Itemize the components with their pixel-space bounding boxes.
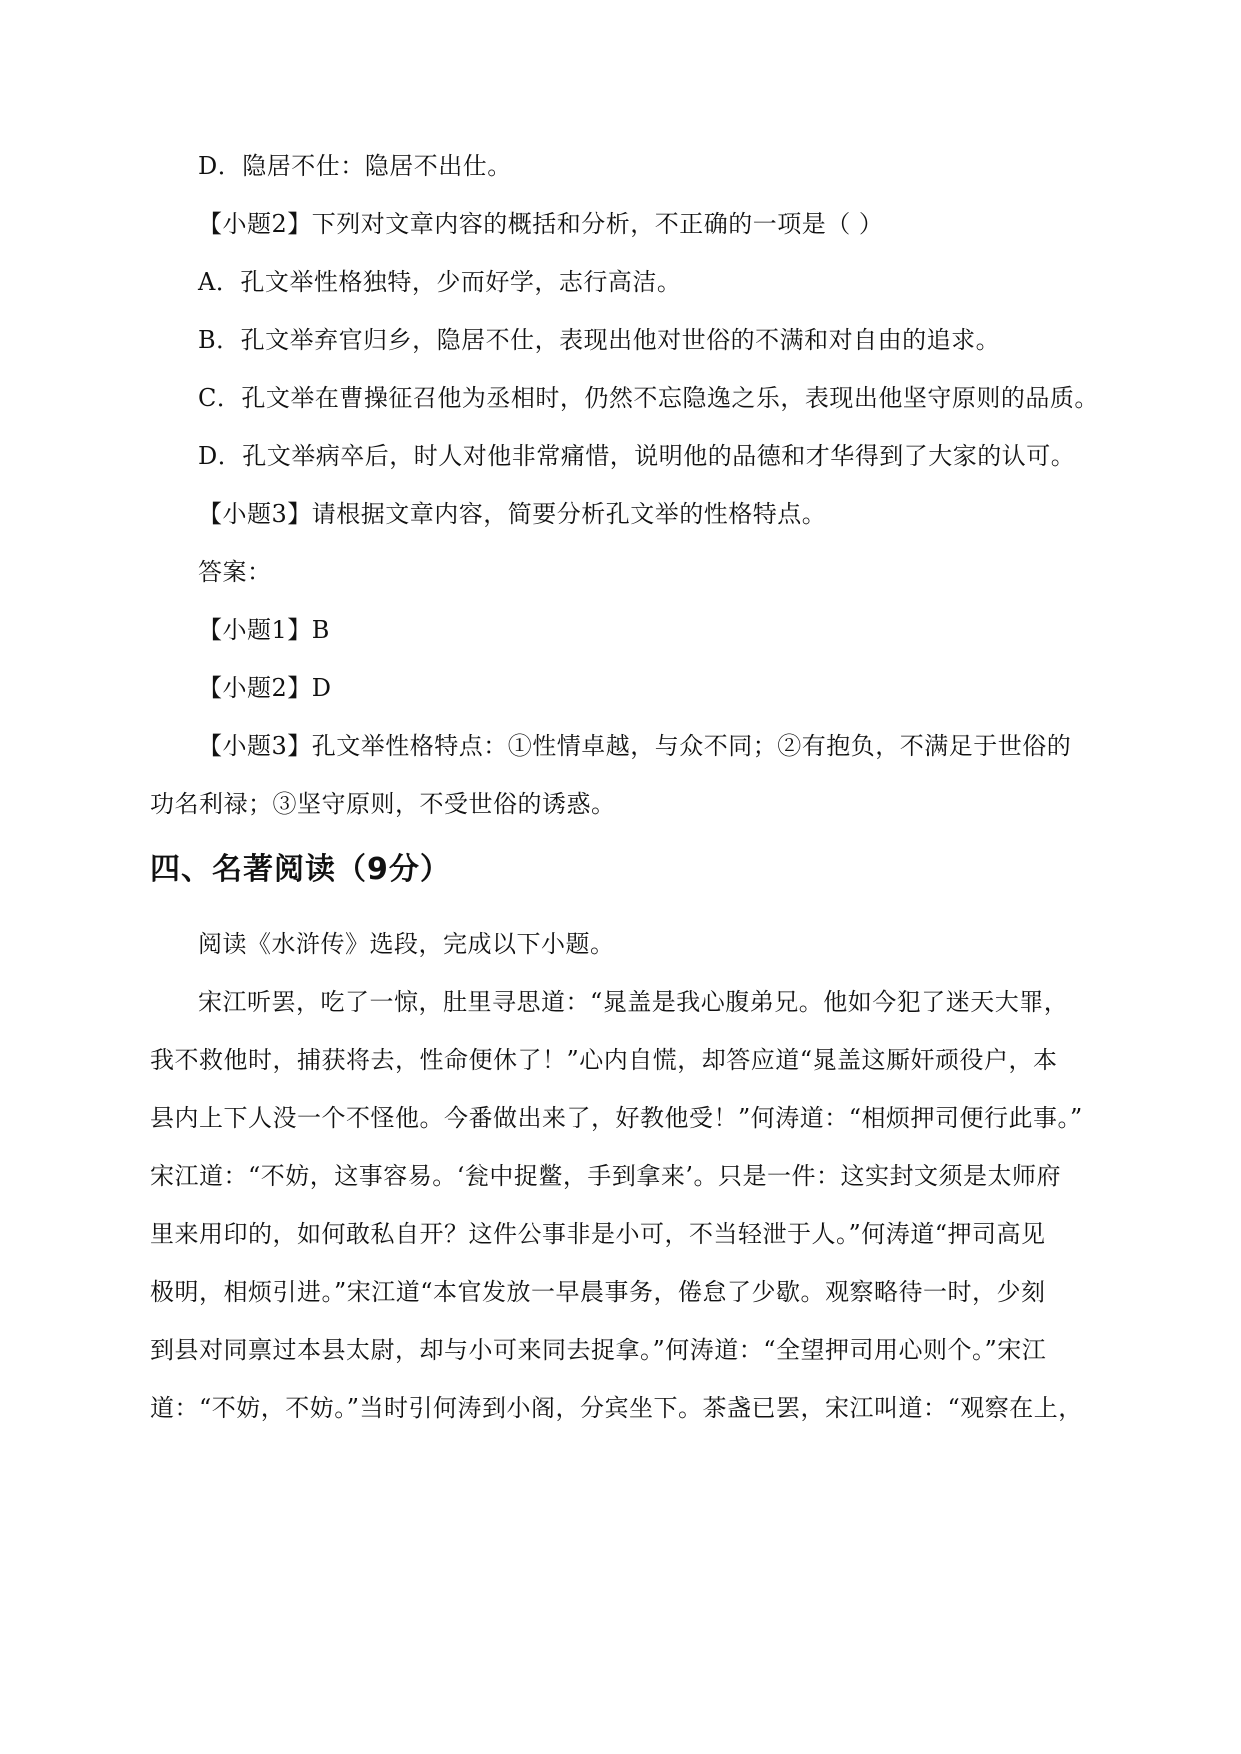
answer-3-line-1: 【小题3】孔文举性格特点：①性情卓越，与众不同；②有抱负，不满足于世俗的 — [198, 732, 1072, 760]
answer-label: 答案： — [198, 558, 272, 586]
passage-line: 道：“不妨，不妨。”当时引何涛到小阁，分宾坐下。茶盏已罢，宋江叫道：“观察在上， — [150, 1394, 1083, 1422]
q2-option-c: C．孔文举在曹操征召他为丞相时，仍然不忘隐逸之乐，表现出他坚守原则的品质。 — [198, 384, 1099, 412]
answer-3-line-2: 功名利禄；③坚守原则，不受世俗的诱惑。 — [150, 790, 616, 818]
answer-2: 【小题2】D — [198, 674, 332, 702]
q2-option-d: D．孔文举病卒后，时人对他非常痛惜，说明他的品德和才华得到了大家的认可。 — [198, 442, 1076, 470]
passage-line: 宋江听罢，吃了一惊，肚里寻思道：“晁盖是我心腹弟兄。他如今犯了迷天大罪， — [198, 988, 1069, 1016]
reading-intro: 阅读《水浒传》选段，完成以下小题。 — [198, 930, 615, 958]
q2-prompt: 【小题2】下列对文章内容的概括和分析，不正确的一项是（ ） — [198, 210, 884, 238]
passage-line: 我不救他时，捕获将去，性命便休了！”心内自慌，却答应道“晁盖这厮奸顽役户，本 — [150, 1046, 1058, 1074]
q2-option-a: A．孔文举性格独特，少而好学，志行高洁。 — [198, 268, 682, 296]
passage-line: 县内上下人没一个不怪他。今番做出来了，好教他受！”何涛道：“相烦押司便行此事。” — [150, 1104, 1083, 1132]
answer-1: 【小题1】B — [198, 616, 330, 644]
passage-line: 宋江道：“不妨，这事容易。‘瓮中捉鳖，手到拿来’。只是一件：这实封文须是太师府 — [150, 1162, 1062, 1190]
passage-line: 里来用印的，如何敢私自开？这件公事非是小可，不当轻泄于人。”何涛道“押司高见 — [150, 1220, 1046, 1248]
section-heading: 四、名著阅读（9分） — [150, 852, 451, 887]
q1-option-d: D．隐居不仕：隐居不出仕。 — [198, 152, 512, 180]
q2-option-b: B．孔文举弃官归乡，隐居不仕，表现出他对世俗的不满和对自由的追求。 — [198, 326, 1001, 354]
passage-line: 到县对同禀过本县太尉，却与小可来同去捉拿。”何涛道：“全望押司用心则个。”宋江 — [150, 1336, 1047, 1364]
passage-line: 极明，相烦引进。”宋江道“本官发放一早晨事务，倦怠了少歇。观察略待一时，少刻 — [150, 1278, 1046, 1306]
q3-prompt: 【小题3】请根据文章内容，简要分析孔文举的性格特点。 — [198, 500, 827, 528]
